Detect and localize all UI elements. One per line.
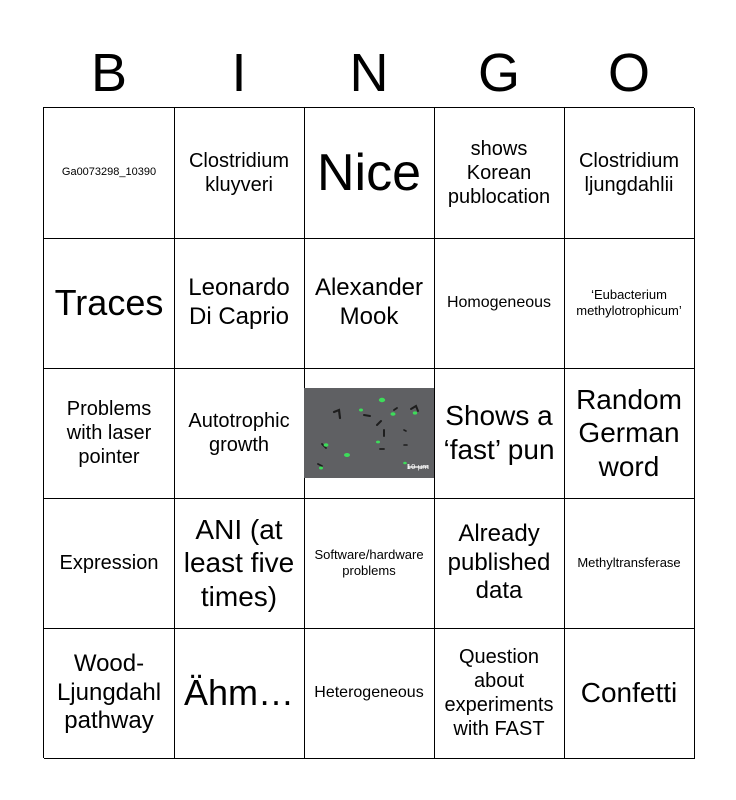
cell-label: Methyltransferase xyxy=(577,555,681,571)
bingo-cell xyxy=(174,368,305,499)
bingo-cell xyxy=(44,628,175,759)
cell-label: ANI (at least five times) xyxy=(183,513,295,612)
cell-label: Expression xyxy=(59,552,159,574)
bingo-cell xyxy=(304,238,435,369)
bingo-cell xyxy=(44,498,175,629)
bingo-cell xyxy=(564,108,695,239)
bingo-cell xyxy=(44,368,175,499)
cell-label: Question about experiments with FAST xyxy=(444,646,554,740)
bingo-cell xyxy=(304,498,435,629)
bingo-cell xyxy=(434,368,565,499)
bingo-cell xyxy=(564,498,695,629)
bingo-board xyxy=(43,107,694,758)
header-letter-b: B xyxy=(90,43,128,103)
bingo-cell xyxy=(304,628,435,759)
cell-label: Heterogeneous xyxy=(314,684,424,702)
cell-label: Traces xyxy=(54,282,164,324)
bingo-cell xyxy=(44,238,175,369)
cell-label: Leonardo Di Caprio xyxy=(188,274,290,330)
microscopy-image xyxy=(304,388,434,478)
cell-label: Already published data xyxy=(447,519,551,605)
bingo-cell xyxy=(304,108,435,239)
bingo-cell xyxy=(174,238,305,369)
cell-label: Clostridium ljungdahlii xyxy=(578,150,680,196)
cell-label: Clostridium kluyveri xyxy=(188,150,290,196)
bingo-cell xyxy=(434,108,565,239)
header-letter-o: O xyxy=(607,43,650,103)
bingo-cell xyxy=(174,108,305,239)
cell-label: Ähm… xyxy=(183,672,295,714)
cell-label: Software/hardware problems xyxy=(314,547,424,578)
header-letter-g: G xyxy=(477,43,520,103)
cell-label: ‘Eubacterium methylotrophicum’ xyxy=(576,287,682,318)
bingo-cell xyxy=(564,368,695,499)
bingo-cell-free-image xyxy=(304,368,435,499)
cell-label: Alexander Mook xyxy=(314,274,424,330)
cell-label: Confetti xyxy=(580,677,678,709)
cell-label: Shows a ‘fast’ pun xyxy=(443,400,555,465)
bingo-cell xyxy=(434,238,565,369)
bingo-header xyxy=(44,40,694,106)
scale-bar-label: 10 µm xyxy=(406,462,429,471)
bingo-cell xyxy=(174,628,305,759)
cell-label: Ga0073298_10390 xyxy=(61,166,157,179)
bingo-cell xyxy=(564,628,695,759)
header-letter-n: N xyxy=(349,43,389,103)
cell-label: Homogeneous xyxy=(446,294,552,312)
header-letter-i: I xyxy=(231,43,247,103)
cell-label: Wood-Ljungdahl pathway xyxy=(56,649,162,735)
cell-label: Nice xyxy=(316,143,422,202)
cell-label: Problems with laser pointer xyxy=(66,398,152,468)
bingo-cell xyxy=(44,108,175,239)
cell-label: shows Korean publocation xyxy=(447,138,551,208)
bingo-cell xyxy=(564,238,695,369)
cell-label: Random German word xyxy=(576,383,682,482)
cell-label: Autotrophic growth xyxy=(188,410,290,456)
bingo-cell xyxy=(434,628,565,759)
bingo-cell xyxy=(434,498,565,629)
bingo-cell xyxy=(174,498,305,629)
